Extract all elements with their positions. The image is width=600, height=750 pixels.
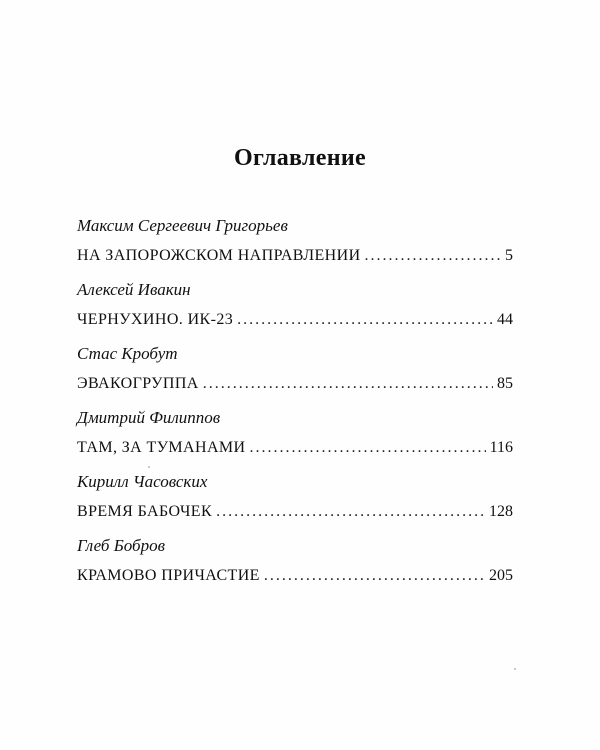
toc-author: Максим Сергеевич Григорьев [77,216,288,235]
toc-line[interactable] [77,437,513,459]
toc-author: Стас Кробут [77,344,178,363]
toc-page-number: 128 [489,503,513,520]
toc-line[interactable] [77,309,513,331]
table-of-contents [77,215,513,599]
toc-entry [77,407,513,471]
toc-story-title: НА ЗАПОРОЖСКОМ НАПРАВЛЕНИИ [77,247,361,264]
toc-entry [77,215,513,279]
toc-story-title: ВРЕМЯ БАБОЧЕК [77,503,213,520]
scan-speck [514,668,516,670]
toc-entry [77,535,513,599]
toc-line[interactable] [77,565,513,587]
toc-story-title: ЭВАКОГРУППА [77,375,199,392]
dot-leader [250,437,486,459]
toc-line[interactable] [77,245,513,267]
toc-entry [77,343,513,407]
toc-author: Глеб Бобров [77,536,165,555]
dot-leader [365,245,501,267]
toc-page-number: 5 [505,247,513,264]
toc-author: Кирилл Часовских [77,472,208,491]
toc-story-title: ЧЕРНУХИНО. ИК-23 [77,311,234,328]
toc-line[interactable] [77,373,513,395]
toc-author: Алексей Ивакин [77,280,191,299]
dot-leader [216,501,485,523]
toc-page-number: 116 [489,439,513,456]
toc-page-number: 44 [497,311,513,328]
page-title: Оглавление [234,145,366,171]
toc-entry [77,279,513,343]
toc-story-title: ТАМ, ЗА ТУМАНАМИ [77,439,246,456]
toc-page-number: 205 [489,567,513,584]
toc-line[interactable] [77,501,513,523]
dot-leader [203,373,493,395]
dot-leader [237,309,493,331]
scan-speck [148,466,150,468]
dot-leader [264,565,485,587]
toc-author: Дмитрий Филиппов [77,408,221,427]
toc-entry [77,471,513,535]
toc-story-title: КРАМОВО ПРИЧАСТИЕ [77,567,260,584]
toc-page-number: 85 [497,375,513,392]
